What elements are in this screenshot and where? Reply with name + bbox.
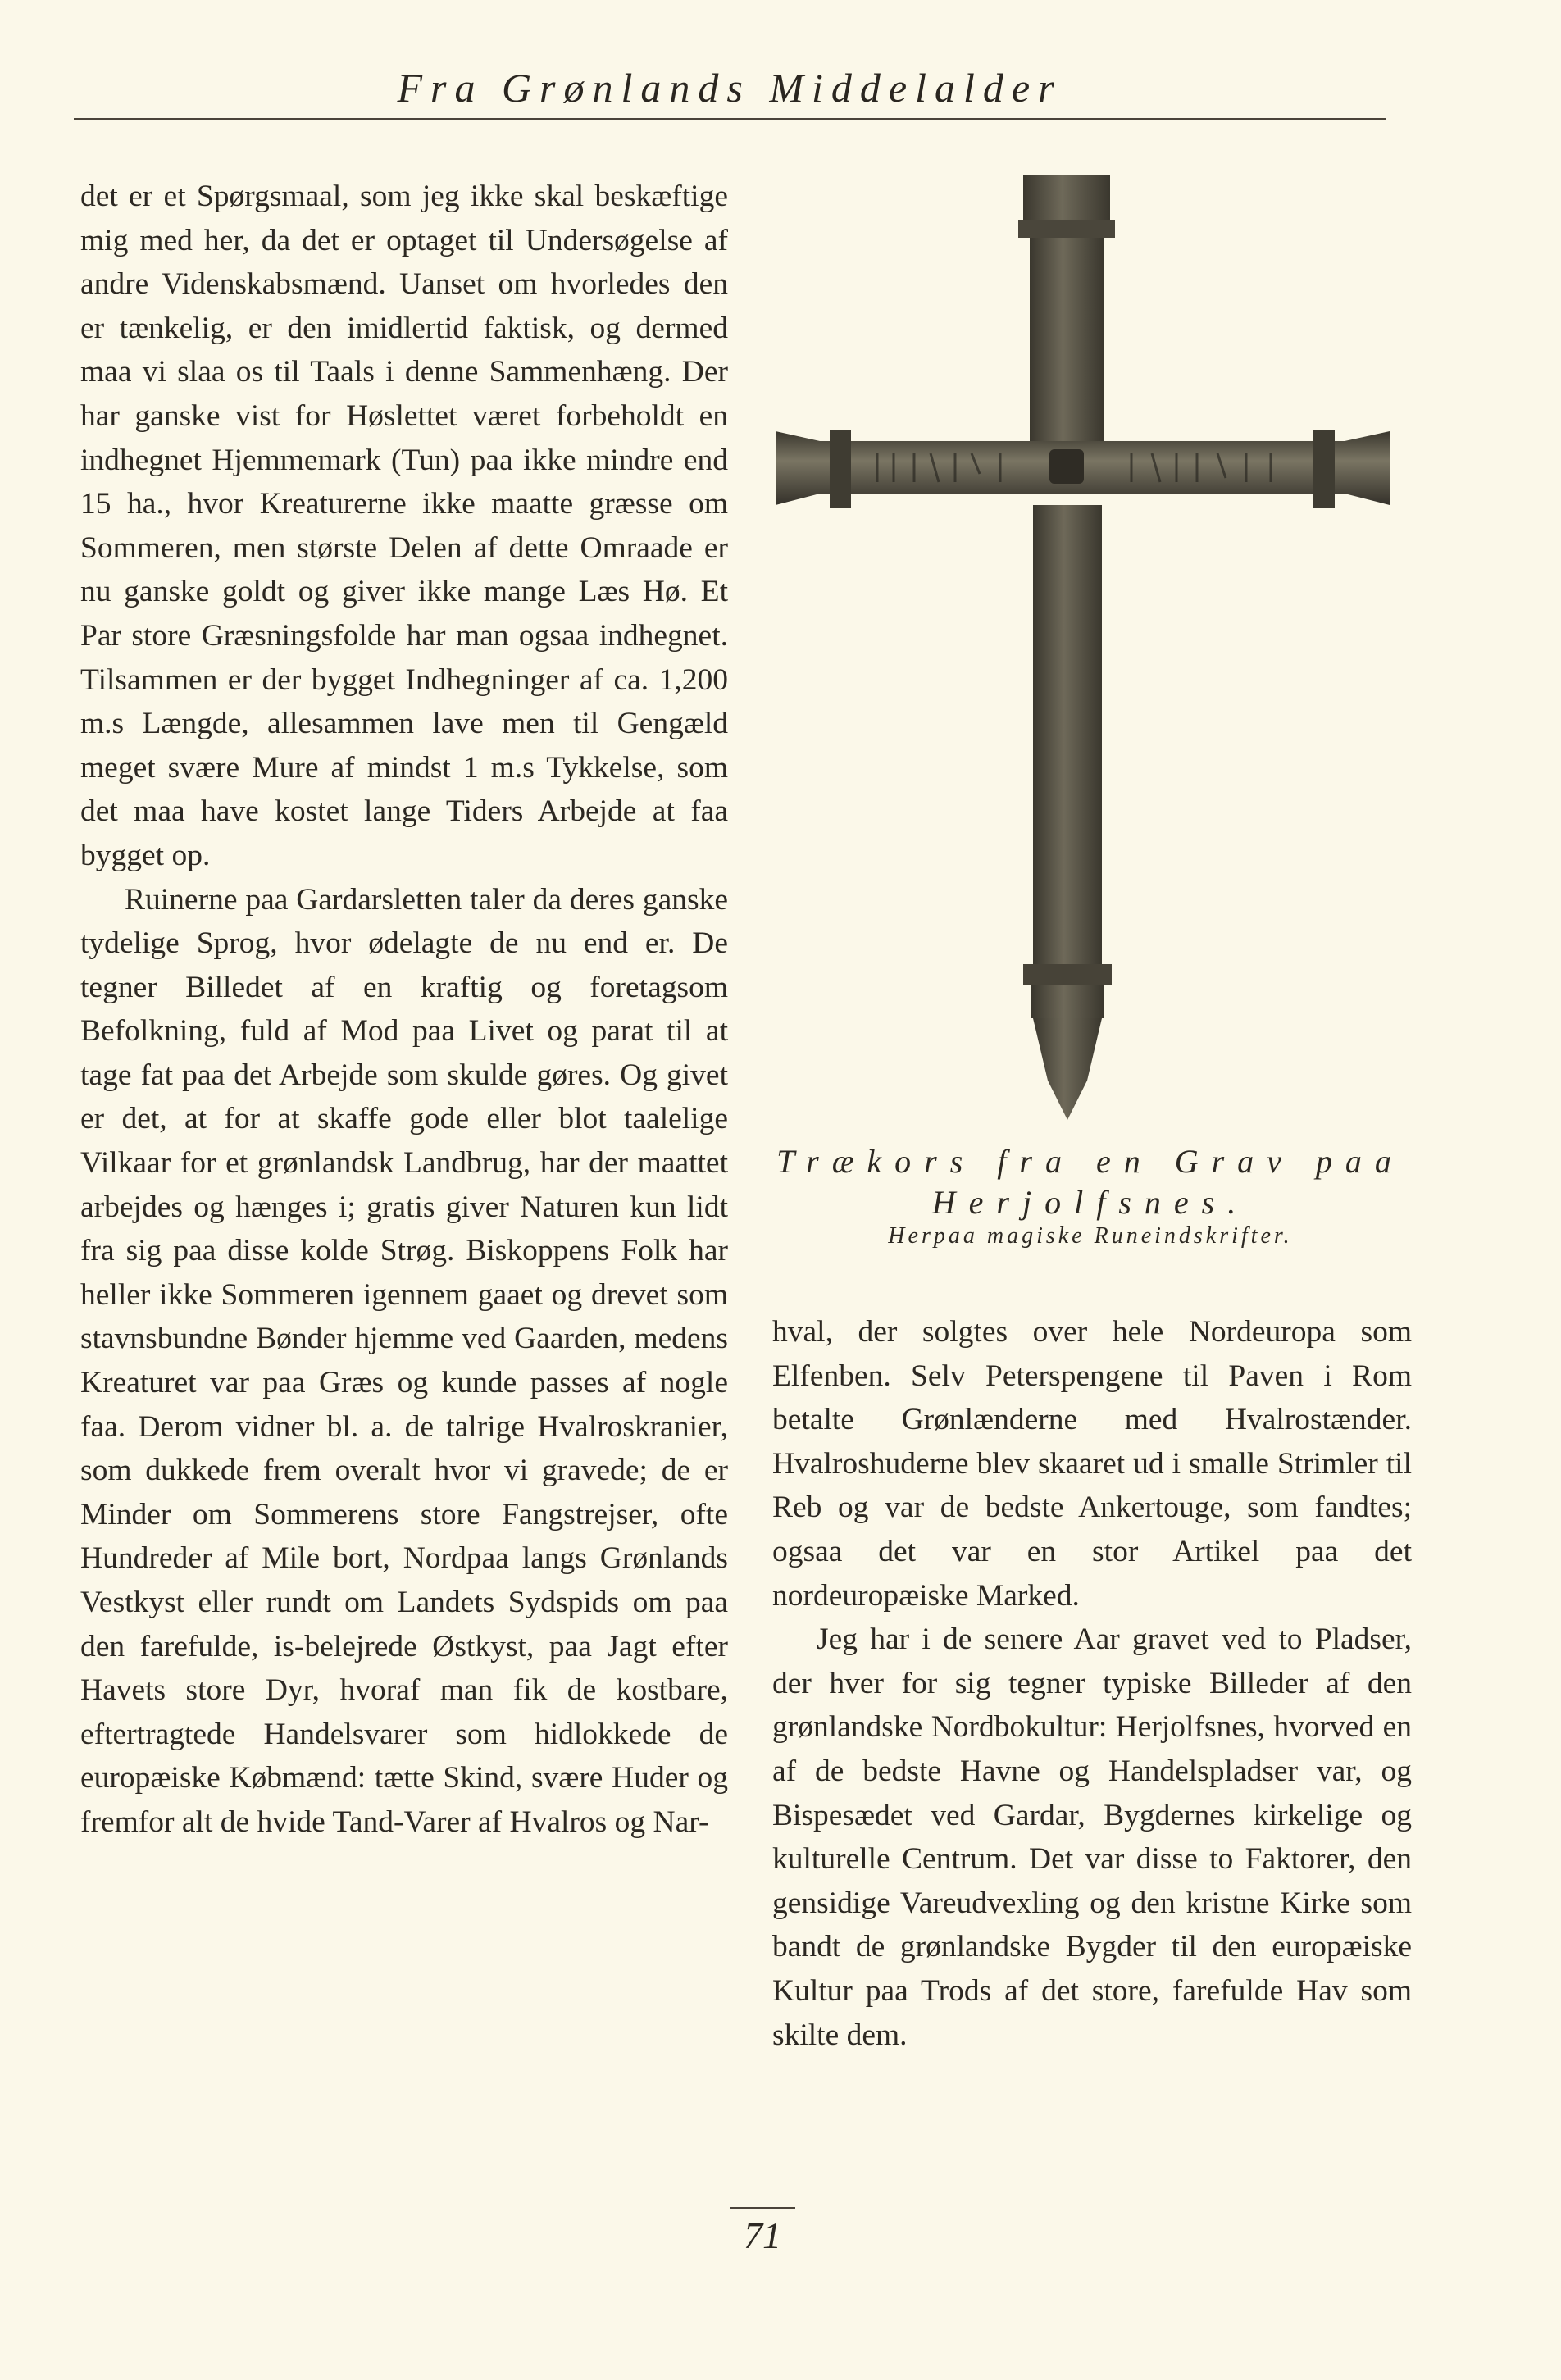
folio-rule [730, 2207, 795, 2209]
cross-center-peg [1049, 449, 1084, 484]
cross-upper-shaft [1030, 238, 1104, 443]
wooden-cross-photo [762, 171, 1410, 1134]
page-number: 71 [744, 2214, 781, 2256]
figure-caption-title: Trækors fra en Grav paa Herjolfsnes. [776, 1143, 1404, 1221]
right-column [772, 1310, 1412, 2057]
right-paragraph-1: hval, der solgtes over hele Nordeuropa som Elfenben. Selv Peterspengene til Paven i Rom betalte Grønlænderne med Hvalrostænder. Hvalroshuderne blev skaaret ud i smalle Strimler til Reb og var de bedste Ankertouge, som fandtes; ogsaa det var en stor Artikel paa det nordeuropæiske Marked. [772, 1315, 1412, 1613]
cross-lower-shaft [1033, 505, 1102, 964]
header-rule [74, 118, 1386, 120]
right-paragraph-2: Jeg har i de senere Aar gravet ved to Pladser, der hver for sig tegner typiske Billeder af den grønlandske Nordbokultur: Herjolfsnes, hvorved en af de bedste Havne og Handelspladser var, og Bispesædet ved Gardar, Bygdernes kirkelige og kulturelle Centrum. Det var disse to Faktorer, den gensidige Vareudvexling og den kristne Kirke som bandt de grønlandske Bygder til den europæiske Kultur paa Trods af det store, farefulde Hav som skilte dem. [772, 1622, 1412, 2052]
left-paragraph-1: det er et Spørgsmaal, som jeg ikke skal beskæftige mig med her, da det er optaget til Undersøgelse af andre Videnskabsmænd. Uanset om hvorledes den er tænkelig, er den imidlertid faktisk, og dermed maa vi slaa os til Taals i denne Sammenhæng. Der har ganske vist for Høslettet været forbeholdt en indhegnet Hjemmemark (Tun) paa ikke mindre end 15 ha., hvor Kreaturerne ikke maatte græsse om Sommeren, men største Delen af dette Omraade er nu ganske goldt og giver ikke mange Læs Hø. Et Par store Græsningsfolde har man ogsaa indhegnet. Tilsammen er der bygget Indhegninger af ca. 1,200 m.s Længde, allesammen lave men til Gengæld meget svære Mure af mindst 1 m.s Tykkelse, som det maa have kostet lange Tiders Arbejde at faa bygget op. [80, 180, 728, 872]
cross-top-cap [1023, 175, 1110, 220]
left-paragraph-2: Ruinerne paa Gardarsletten taler da deres ganske tydelige Sprog, hvor ødelagte de nu end er. De tegner Billedet af en kraftig og foretagsom Befolkning, fuld af Mod paa Livet og parat til at tage fat paa det Arbejde som skulde gøres. Og givet er det, at for at skaffe gode eller blot taalelige Vilkaar for et grønlandsk Landbrug, har der maattet arbejdes og hænges i; gratis giver Naturen kun lidt fra sig paa disse kolde Strøg. Biskoppens Folk har heller ikke Sommeren igennem gaaet og drevet som stavnsbundne Bønder hjemme ved Gaarden, medens Kreaturet var paa Græs og kunde passes af nogle faa. Derom vidner bl. a. de talrige Hvalroskranier, som dukkede frem overalt hvor vi gravede; de er Minder om Sommerens store Fangstrejser, ofte Hundreder af Mile bort, Nordpaa langs Grønlands Vestkyst eller rundt om Landets Sydspids om paa den farefulde, is-belejrede Østkyst, paa Jagt efter Havets store Dyr, hvoraf man fik de kostbare, eftertragtede Handelsvarer som hidlokkede de europæiske Købmænd: tætte Skind, svære Huder og fremfor alt de hvide Tand-Varer af Hvalros og Nar- [80, 882, 728, 1839]
figure-caption-note: Herpaa magiske Runeindskrifter. [888, 1223, 1293, 1249]
left-column [80, 175, 728, 1845]
cross-point [1033, 1018, 1102, 1120]
running-title: Fra Grønlands Middelalder [397, 65, 1063, 111]
